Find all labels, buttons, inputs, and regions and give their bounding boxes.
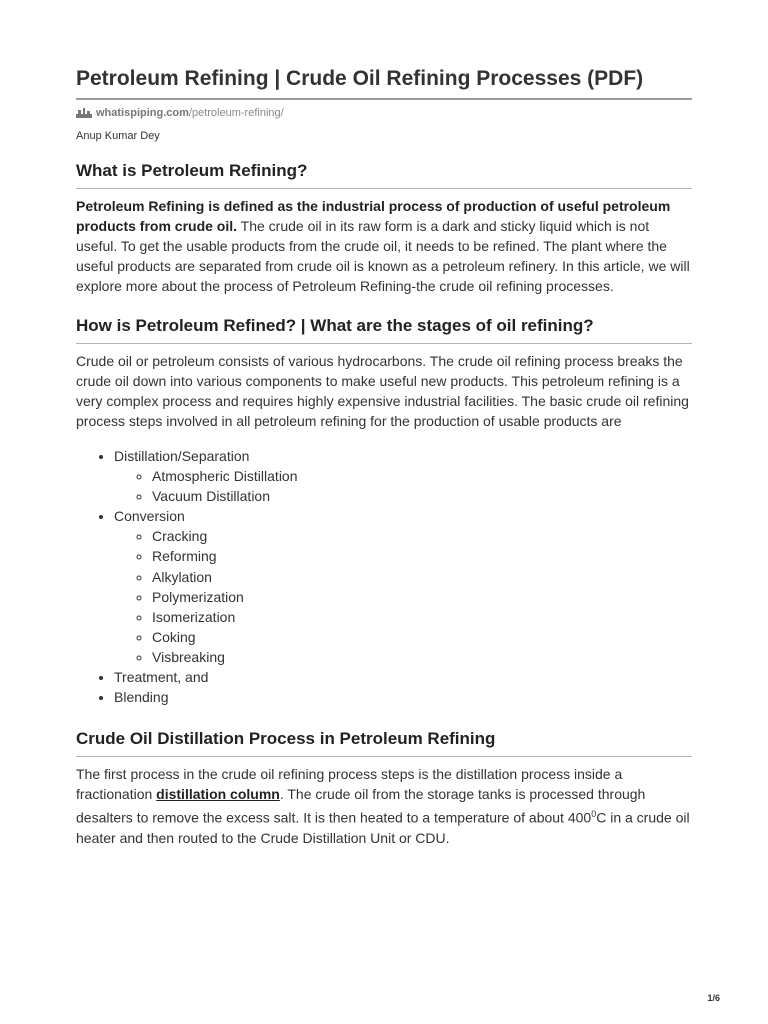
- refining-steps-list: [76, 446, 692, 707]
- section3-body-middle: . The crude oil from the storage tanks is processed through desalters to remove the excess salt. It is then heated to a temperature of about 400: [76, 786, 646, 826]
- document-page: [76, 0, 692, 848]
- sublist-item: ◦ Visbreaking: [152, 647, 692, 667]
- sublist-item: ◦ Polymerization: [152, 587, 692, 607]
- section3-body-start: The first process in the crude oil refining process steps is the distillation process inside a fractionation: [76, 766, 623, 803]
- sublist-item: ◦ Atmospheric Distillation: [152, 466, 692, 486]
- section3-body-end: C in a crude oil heater and then routed to the Crude Distillation Unit or CDU.: [76, 809, 690, 846]
- section1-body: The crude oil in its raw form is a dark and sticky liquid which is not useful. To get the usable products from the crude oil, it needs to be refined. The plant where the useful products are separated from crude oil is known as a petroleum refinery. In this article, we will explore more about the process of Petroleum Refining-the crude oil refining processes.: [76, 218, 690, 294]
- sublist-item: ◦ Vacuum Distillation: [152, 486, 692, 506]
- sublist-item: ◦ Coking: [152, 627, 692, 647]
- list-item: [114, 446, 692, 506]
- list-item-label: Treatment, and: [114, 669, 209, 686]
- sublist-item: ◦ Alkylation: [152, 567, 692, 587]
- section3-paragraph: [76, 764, 692, 848]
- source-path: /petroleum-refining/: [188, 107, 284, 119]
- distillation-column-link[interactable]: distillation column: [156, 786, 280, 803]
- sublist-item: ◦ Isomerization: [152, 607, 692, 627]
- source-link[interactable]: [96, 107, 284, 119]
- section-divider: [76, 343, 692, 344]
- sublist: [114, 466, 692, 506]
- section-divider: [76, 188, 692, 189]
- list-item: [114, 687, 692, 707]
- site-favicon-icon: [76, 107, 92, 119]
- list-item: [114, 506, 692, 667]
- sublist: [114, 526, 692, 667]
- list-item-label: Distillation/Separation: [114, 448, 250, 464]
- sublist-item: ◦ Reforming: [152, 546, 692, 566]
- source-domain: whatispiping.com: [96, 107, 189, 119]
- section2-paragraph: Crude oil or petroleum consists of various hydrocarbons. The crude oil refining process breaks the crude oil down into various components to make useful new products. This petroleum refining is a very complex process and requires highly expensive industrial facilities. The basic crude oil refining process steps involved in all petroleum refining for the production of usable products are: [76, 353, 689, 429]
- section-heading-what-is: What is Petroleum Refining?: [76, 161, 308, 180]
- section-heading-how-refined: How is Petroleum Refined? | What are the stages of oil refining?: [76, 316, 594, 335]
- title-divider: [76, 98, 692, 100]
- section-divider: [76, 756, 692, 757]
- list-item-label: Conversion: [114, 508, 185, 525]
- author-name: Anup Kumar Dey: [76, 130, 160, 142]
- section-heading-distillation: Crude Oil Distillation Process in Petroleum Refining: [76, 729, 496, 749]
- list-item-label: Blending: [114, 689, 169, 706]
- source-line: [76, 105, 692, 121]
- page-number: 1/6: [707, 993, 720, 1003]
- temperature-superscript: 0: [591, 809, 597, 820]
- section1-paragraph: [76, 196, 692, 296]
- page-title: Petroleum Refining | Crude Oil Refining Processes (PDF): [76, 67, 644, 90]
- sublist-item: ◦ Cracking: [152, 526, 692, 546]
- list-item: [114, 667, 692, 687]
- definition-lead: Petroleum Refining is defined as the industrial process of production of useful petroleum products from crude oil.: [76, 198, 671, 234]
